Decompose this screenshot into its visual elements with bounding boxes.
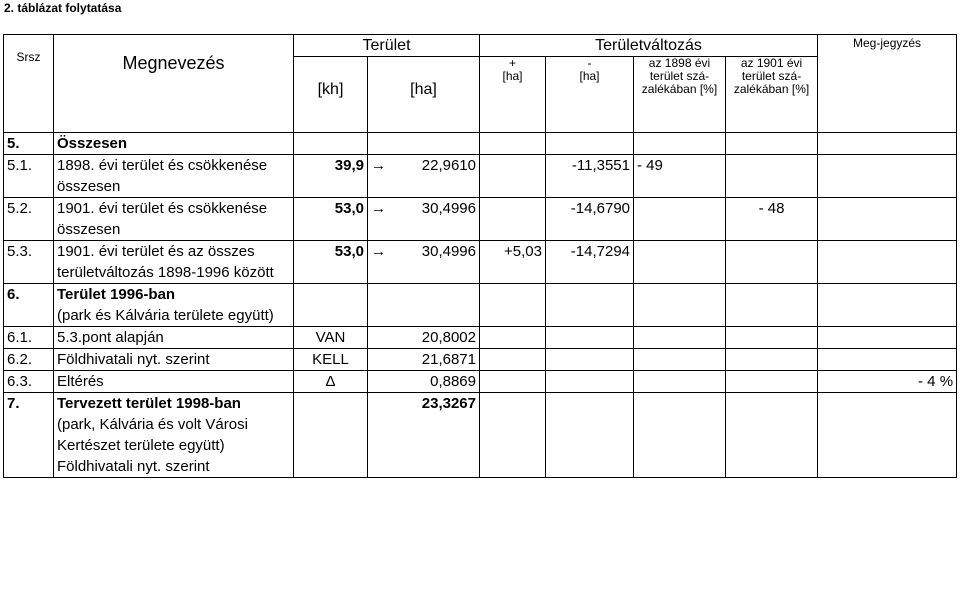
row-p1898 (634, 371, 726, 393)
row-arrow (368, 393, 386, 478)
row-srsz: 5. (4, 133, 54, 155)
row-ha: 23,3267 (386, 393, 480, 478)
row-p1898 (634, 327, 726, 349)
col-srsz-header: Srsz (4, 35, 54, 133)
row-minus (546, 284, 634, 327)
table-row (4, 198, 957, 241)
plus-sign: + (508, 56, 516, 70)
row-p1901 (726, 155, 818, 198)
table-row (4, 284, 957, 327)
row-p1898 (634, 393, 726, 478)
row-note (818, 241, 957, 284)
row-arrow (368, 284, 386, 327)
col-terulet-header: Terület (294, 35, 480, 57)
row-p1898: - 49 (634, 155, 726, 198)
table-row (4, 327, 957, 349)
row-arrow (368, 349, 386, 371)
row-plus (480, 155, 546, 198)
row-name: Eltérés (54, 371, 294, 393)
row-minus: -14,7294 (546, 241, 634, 284)
row-ha: 22,9610 (386, 155, 480, 198)
row-minus (546, 371, 634, 393)
table-row (4, 133, 957, 155)
row-plus (480, 393, 546, 478)
row-kh: Δ (294, 371, 368, 393)
row-ha: 21,6871 (386, 349, 480, 371)
row-name-bold: Terület 1996-ban (57, 286, 176, 303)
row-kh: 53,0 (294, 241, 368, 284)
row-kh: 39,9 (294, 155, 368, 198)
col-pct1901-header: az 1901 évi terület szá-zalékában [%] (726, 57, 818, 133)
row-plus: +5,03 (480, 241, 546, 284)
row-ha: 20,8002 (386, 327, 480, 349)
row-kh: KELL (294, 349, 368, 371)
minus-unit: [ha] (579, 69, 600, 83)
row-name (54, 284, 294, 327)
row-srsz: 6.2. (4, 349, 54, 371)
row-minus (546, 327, 634, 349)
row-srsz: 7. (4, 393, 54, 478)
row-plus (480, 198, 546, 241)
data-table (3, 34, 957, 478)
row-plus (480, 349, 546, 371)
row-kh: 53,0 (294, 198, 368, 241)
row-note: - 4 % (818, 371, 957, 393)
col-minus-header (546, 57, 634, 133)
row-p1901 (726, 284, 818, 327)
row-note (818, 284, 957, 327)
row-name: 1901. évi terület és csökkenése összesen (54, 198, 294, 241)
col-plus-header (480, 57, 546, 133)
row-p1901 (726, 371, 818, 393)
row-name: Földhivatali nyt. szerint (54, 349, 294, 371)
row-note (818, 327, 957, 349)
table-row (4, 393, 957, 478)
row-arrow: → (368, 198, 386, 241)
col-kh-header: [kh] (294, 57, 368, 133)
col-ha-header: [ha] (368, 57, 480, 133)
row-p1901 (726, 349, 818, 371)
row-arrow (368, 133, 386, 155)
row-srsz: 6. (4, 284, 54, 327)
table-caption: 2. táblázat folytatása (4, 1, 122, 15)
row-ha: 30,4996 (386, 241, 480, 284)
row-p1898 (634, 133, 726, 155)
table-row (4, 371, 957, 393)
row-minus: -11,3551 (546, 155, 634, 198)
minus-sign: - (587, 56, 592, 70)
row-name-detail: (park, Kálvária és volt Városi Kertészet területe együtt) Földhivatali nyt. szerint (57, 416, 248, 475)
col-pct1898-header: az 1898 évi terület szá-zalékában [%] (634, 57, 726, 133)
row-kh (294, 393, 368, 478)
row-minus (546, 133, 634, 155)
row-srsz: 6.1. (4, 327, 54, 349)
table-row (4, 155, 957, 198)
row-name-detail: (park és Kálvária területe együtt) (57, 307, 274, 324)
row-plus (480, 133, 546, 155)
row-p1901: - 48 (726, 198, 818, 241)
row-note (818, 133, 957, 155)
row-ha: 0,8869 (386, 371, 480, 393)
row-p1901 (726, 241, 818, 284)
row-note (818, 393, 957, 478)
row-p1901 (726, 327, 818, 349)
row-arrow (368, 371, 386, 393)
row-p1898 (634, 349, 726, 371)
row-plus (480, 284, 546, 327)
table-row (4, 349, 957, 371)
row-minus (546, 393, 634, 478)
row-srsz: 5.1. (4, 155, 54, 198)
row-p1898 (634, 198, 726, 241)
row-arrow: → (368, 155, 386, 198)
row-minus: -14,6790 (546, 198, 634, 241)
row-name: 5.3.pont alapján (54, 327, 294, 349)
row-kh (294, 133, 368, 155)
row-plus (480, 327, 546, 349)
row-ha (386, 284, 480, 327)
row-name: Összesen (54, 133, 294, 155)
row-p1898 (634, 241, 726, 284)
row-plus (480, 371, 546, 393)
row-ha: 30,4996 (386, 198, 480, 241)
row-note (818, 155, 957, 198)
row-p1901 (726, 393, 818, 478)
row-note (818, 198, 957, 241)
row-p1901 (726, 133, 818, 155)
col-note-header: Meg-jegyzés (818, 35, 957, 133)
col-name-header: Megnevezés (54, 35, 294, 133)
row-name: 1898. évi terület és csökkenése összesen (54, 155, 294, 198)
col-valtozas-header: Területváltozás (480, 35, 818, 57)
row-srsz: 5.3. (4, 241, 54, 284)
row-name: 1901. évi terület és az összes területváltozás 1898-1996 között (54, 241, 294, 284)
row-p1898 (634, 284, 726, 327)
plus-unit: [ha] (502, 69, 523, 83)
row-note (818, 349, 957, 371)
row-arrow: → (368, 241, 386, 284)
row-kh: VAN (294, 327, 368, 349)
row-arrow (368, 327, 386, 349)
table-row (4, 241, 957, 284)
row-name (54, 393, 294, 478)
row-kh (294, 284, 368, 327)
row-srsz: 5.2. (4, 198, 54, 241)
row-ha (386, 133, 480, 155)
row-minus (546, 349, 634, 371)
row-srsz: 6.3. (4, 371, 54, 393)
row-name-bold: Tervezett terület 1998-ban (57, 395, 241, 412)
